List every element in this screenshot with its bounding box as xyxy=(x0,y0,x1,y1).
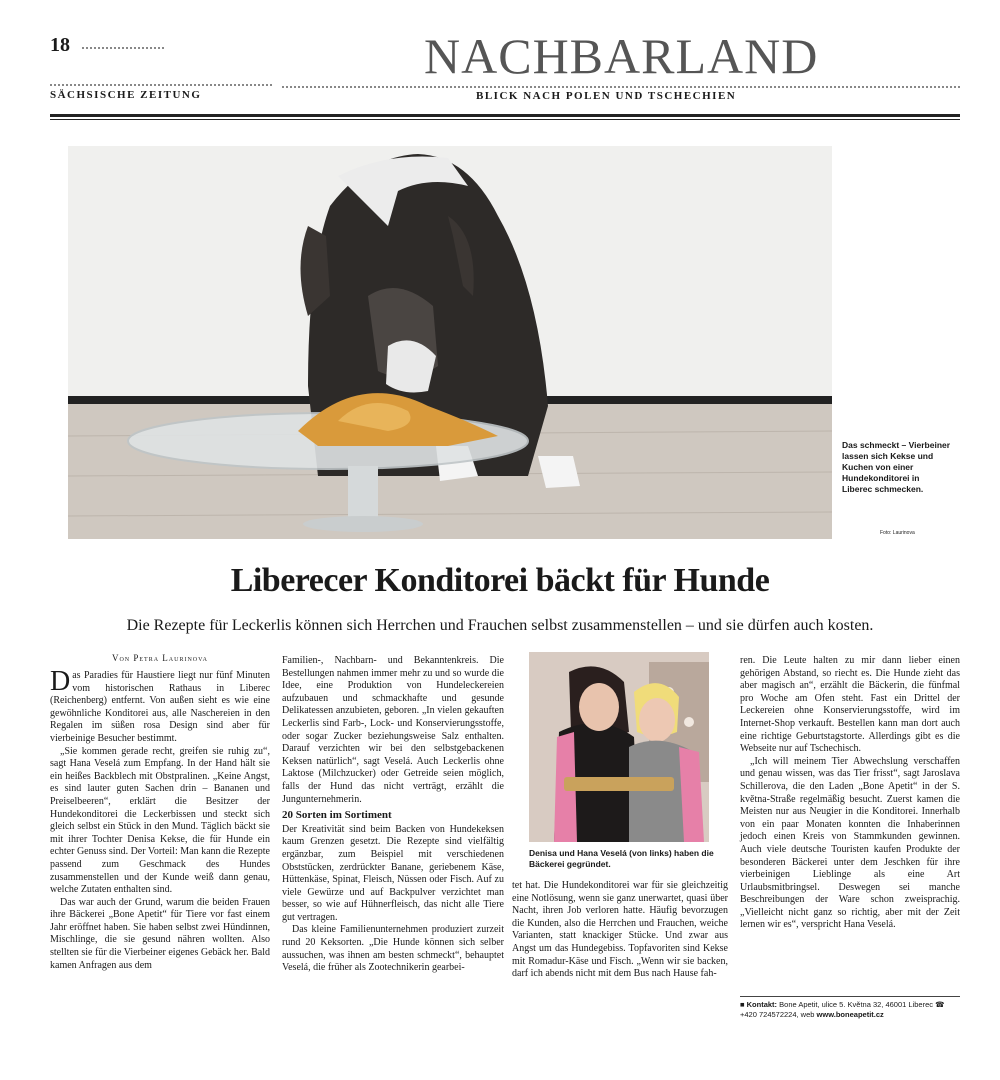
headline: Liberecer Konditorei bäckt für Hunde xyxy=(230,562,770,599)
paragraph xyxy=(50,666,270,746)
section-subhead: 20 Sorten im Sortiment xyxy=(282,809,392,822)
inset-photo-caption: Denisa und Hana Veselá (von links) haben die Bäckerei gegründet. xyxy=(529,848,714,869)
masthead-dotted-rule-left xyxy=(50,84,272,86)
contact-address: Bone Apetit, ulice 5. Května 32, 46001 Liberec xyxy=(779,1000,934,1009)
inset-photo xyxy=(529,652,709,842)
bullet-icon: ■ xyxy=(740,1000,745,1009)
contact-info xyxy=(740,1000,960,1020)
paragraph: tet hat. Die Hundekonditorei war für sie gleichzeitig eine Notlösung, wenn sie ganz unerwartet, quasi über Nacht, ihren Job verloren hatte. Häufig bevorzugen die Kunden, also die Herrchen und Frauchen, weiche Varianten, statt knackiger Stücke. Und zwar aus Angst um das Hundegebiss. Topfavoriten sind Kekse mit Romadur-Käse und Fisch. „Wenn wir sie backen, darf ich abends nicht mit dem Bus nach Hause fah- xyxy=(512,880,728,980)
masthead-dotted-rule xyxy=(82,47,164,49)
paragraph: Familien-, Nachbarn- und Bekanntenkreis. Die Bestellungen nahmen immer mehr zu und so wurde die Idee, eine Produktion von Hundeleckereien aufzubauen und schmackhafte und gesunde Delikatessen anzubieten, geboren. „In vielen gekauften Leckerlis sind Farb-, Lock- und Konservierungsstoffe, oder sogar Zucker beziehungsweise Salz enthalten. Darauf verzichten wir bei den selbstgebackenen Keksen natürlich“, sagt Veselá. Auch Leckerlis ohne Laktose (Milchzucker) oder Getreide seien möglich, falls der Hund das nicht verträgt, erzählt die Jungunternehmerin. xyxy=(282,655,504,805)
drop-cap: D xyxy=(50,666,71,697)
header-rule-thin xyxy=(50,119,960,120)
header-rule-thick xyxy=(50,114,960,117)
contact-phone: +420 724572224, web xyxy=(740,1010,815,1019)
paragraph-text: as Paradies für Haustiere liegt nur fünf Minuten vom historischen Rathaus in Liberec (Reichenberg) entfernt. Von außen sieht es wie eine gewöhnliche Konditorei aus, alle Naschereien in den Regalen im süßen rosa Design sind aber für vierbeinige Besucher bestimmt. xyxy=(50,670,270,744)
bakers-photo xyxy=(529,652,709,842)
article-column-2 xyxy=(282,655,504,975)
byline-name: Petra Laurinova xyxy=(133,653,209,663)
dog-eating-photo xyxy=(68,146,832,539)
paragraph: ren. Die Leute halten zu mir dann lieber einen gehörigen Abstand, so riecht es. Die Hunde zieht das aber magisch an“, erzählt die Bäckerin, die fünfmal pro Woche am Ofen steht. Fast ein Drittel der Leckereien ohne Konservierungsstoffe, wird im Internet-Shop verkauft. Bestellen kann man dort auch eine richtige Geburtstagstorte. Allerdings gibt es die Webseite nur auf Tschechisch. xyxy=(740,655,960,755)
subheadline: Die Rezepte für Leckerlis können sich Herrchen und Frauchen selbst zusammenstellen – und sie dürfen auch kosten. xyxy=(126,617,874,634)
paragraph: Der Kreativität sind beim Backen von Hundekeksen kaum Grenzen gesetzt. Die Rezepte sind vielfältig ergänzbar, zum Beispiel mit verschiedenen Obststücken, zerdrückter Banane, geriebenem Käse, Hüttenkäse, Spinat, Fleisch, Nüssen oder Fisch. Auf zu viele Gewürze und auf Backpulver verzichtet man besser, so wie auf Hühnerfleisch, das nicht alle Tiere gut vertragen. xyxy=(282,823,504,923)
contact-label: Kontakt: xyxy=(746,1000,778,1009)
section-dotted-rule xyxy=(282,86,960,88)
page-number: 18 xyxy=(50,34,70,56)
contact-rule xyxy=(740,996,960,997)
paragraph: „Sie kommen gerade recht, greifen sie ruhig zu“, sagt Hana Veselá zum Empfang. In der Hand hält sie ein heißes Backblech mit Obstpralinen. „Keine Angst, es sind lauter guten Sachen drin – Bananen und Preiselbeeren“, erklärt die Besitzer der Hundekonditorei die Leckerbissen und steckt sich gleich selbst ein Stück in den Mund. Täglich bäckt sie mit ihrer Tochter Denisa Kekse, die für Hunde ein echter Genuss sind. Der Vorteil: Man kann die Rezepte passend zum Geschmack des Hundes zusammenstellen und der Kunde weiß dann genau, welche Zutaten enthalten sind. xyxy=(50,745,270,896)
article-column-1 xyxy=(50,666,270,972)
section-title: NACHBARLAND xyxy=(424,28,819,84)
hero-photo xyxy=(68,146,832,539)
article-column-4 xyxy=(740,655,960,932)
contact-website[interactable]: www.boneapetit.cz xyxy=(816,1010,884,1019)
phone-icon: ☎ xyxy=(935,1000,945,1009)
photo-credit: Foto: Laurinova xyxy=(880,530,915,536)
paragraph: Das war auch der Grund, warum die beiden Frauen ihre Bäckerei „Bone Apetit“ für Tiere vor fast einem Jahr eröffnet haben. Sie haben selbst zwei Hündinnen, Mischlinge, die sie gesund nähren wollten. Also stellten sie für die Vierbeiner eigenes Gebäck her. Bald kamen Anfragen aus dem xyxy=(50,896,270,971)
photo-caption: Das schmeckt – Vierbeiner lassen sich Kekse und Kuchen von einer Hundekonditorei in Liberec schmecken. xyxy=(842,440,951,494)
paragraph: „Ich will meinem Tier Abwechslung verschaffen und genau wissen, was das Tier frisst“, sagt Jaroslava Schillerova, die den Laden „Bone Apetit“ in der S. května-Straße regelmäßig besucht. Zuerst kamen die Meisten nur aus Neugier in die Konditorei. Innerhalb von ein paar Monaten konnten die Inhaberinnen jedoch einen Kreis von Stammkunden gewinnen. Auch viele deutsche Touristen kaufen Produkte der besonderen Bäckerei unter dem Jeschken für ihre vierbeinigen Lieblinge als eine Art Urlaubsmitbringsel. Deswegen sei manche Beschreibungen der Ware schon zweisprachig. „Vielleicht nicht ganz so richtig, aber mit der Zeit lernen wir es“, verspricht Hana Veselá. xyxy=(740,755,960,931)
paragraph: Das kleine Familienunternehmen produziert zurzeit rund 20 Keksorten. „Die Hunde können sich selber aussuchen, was ihnen am besten schmeckt“, behauptet Veselá, die früher als Zootechnikerin gearbei- xyxy=(282,924,504,974)
byline-prefix: Von xyxy=(111,653,131,663)
article-column-3 xyxy=(512,880,728,981)
section-subtitle: BLICK NACH POLEN UND TSCHECHIEN xyxy=(476,90,737,102)
newspaper-name: SÄCHSISCHE ZEITUNG xyxy=(50,89,202,101)
byline xyxy=(50,653,270,663)
